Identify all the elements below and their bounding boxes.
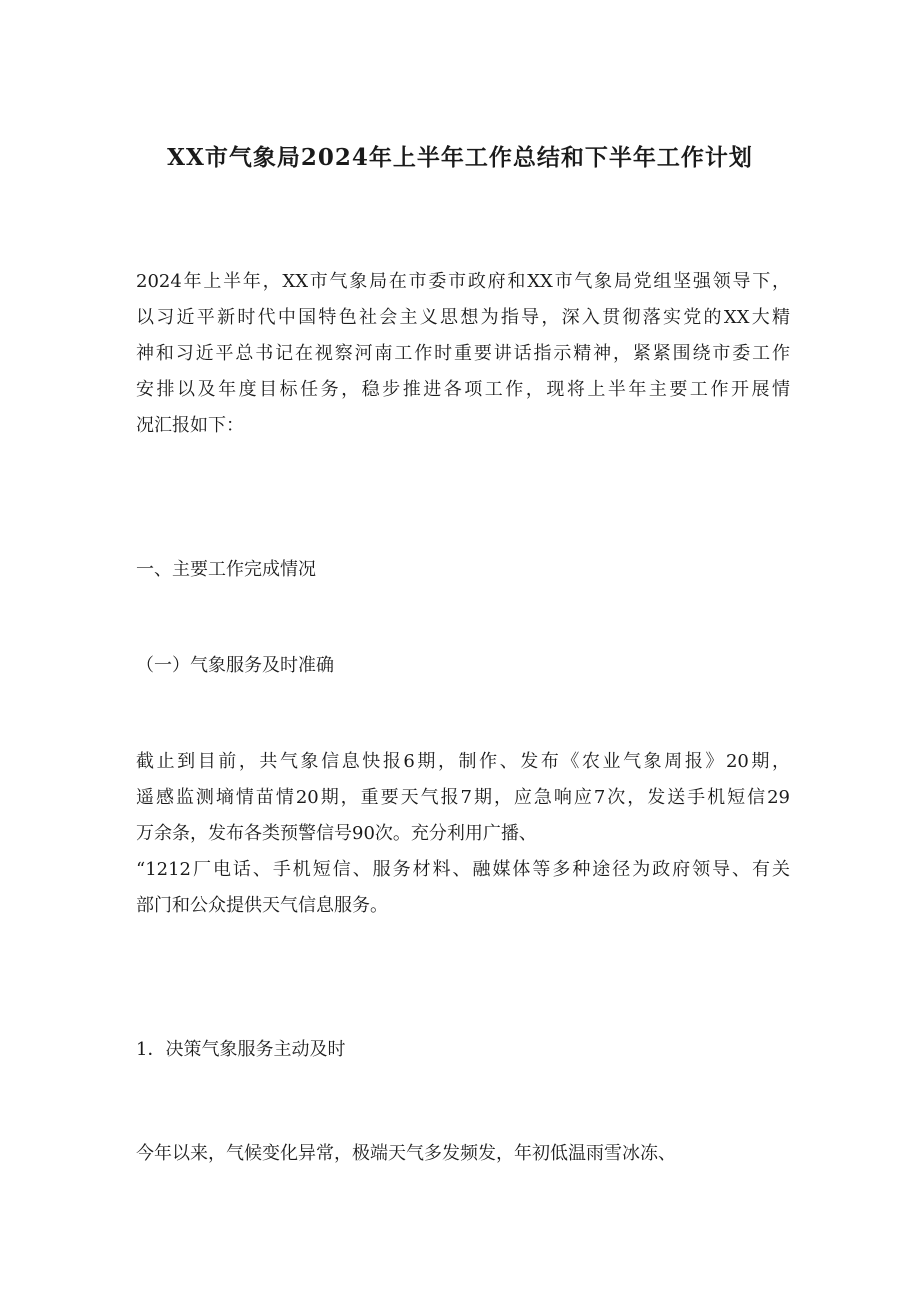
section-heading: 一、主要工作完成情况 (136, 559, 316, 580)
service-line: 截止到目前，共气象信息快报6期，制作、发布《农业气象周报》20期， (136, 751, 790, 772)
subsection-heading: （一）气象服务及时准确 (136, 655, 334, 676)
document-title: XX市气象局2024年上半年工作总结和下半年工作计划 (167, 144, 753, 171)
service-line: 万余条，发布各类预警信号90次。充分利用广播、 (136, 823, 537, 844)
item-heading-block (136, 1032, 790, 1068)
intro-line: 2024年上半年，XX市气象局在市委市政府和XX市气象局党组坚强领导下， (136, 271, 790, 292)
subsection-heading-block (136, 648, 790, 684)
service-line: “1212厂电话、手机短信、服务材料、融媒体等多种途径为政府领导、有关 (136, 859, 790, 880)
service-paragraph (136, 744, 790, 924)
final-line: 今年以来，气候变化异常，极端天气多发频发，年初低温雨雪冰冻、 (136, 1143, 676, 1164)
section-heading-block (136, 552, 790, 588)
intro-line: 安排以及年度目标任务，稳步推进各项工作，现将上半年主要工作开展情 (136, 379, 790, 400)
intro-line: 况汇报如下： (136, 415, 244, 436)
final-paragraph (136, 1136, 790, 1172)
service-line: 部门和公众提供天气信息服务。 (136, 895, 388, 916)
service-line: 遥感监测墒情苗情20期，重要天气报7期，应急响应7次，发送手机短信29 (136, 787, 790, 808)
item-heading: 1．决策气象服务主动及时 (136, 1039, 346, 1060)
intro-line: 神和习近平总书记在视察河南工作时重要讲话指示精神，紧紧围绕市委工作 (136, 343, 790, 364)
intro-paragraph (136, 264, 790, 444)
intro-line: 以习近平新时代中国特色社会主义思想为指导，深入贯彻落实党的XX大精 (136, 307, 790, 328)
